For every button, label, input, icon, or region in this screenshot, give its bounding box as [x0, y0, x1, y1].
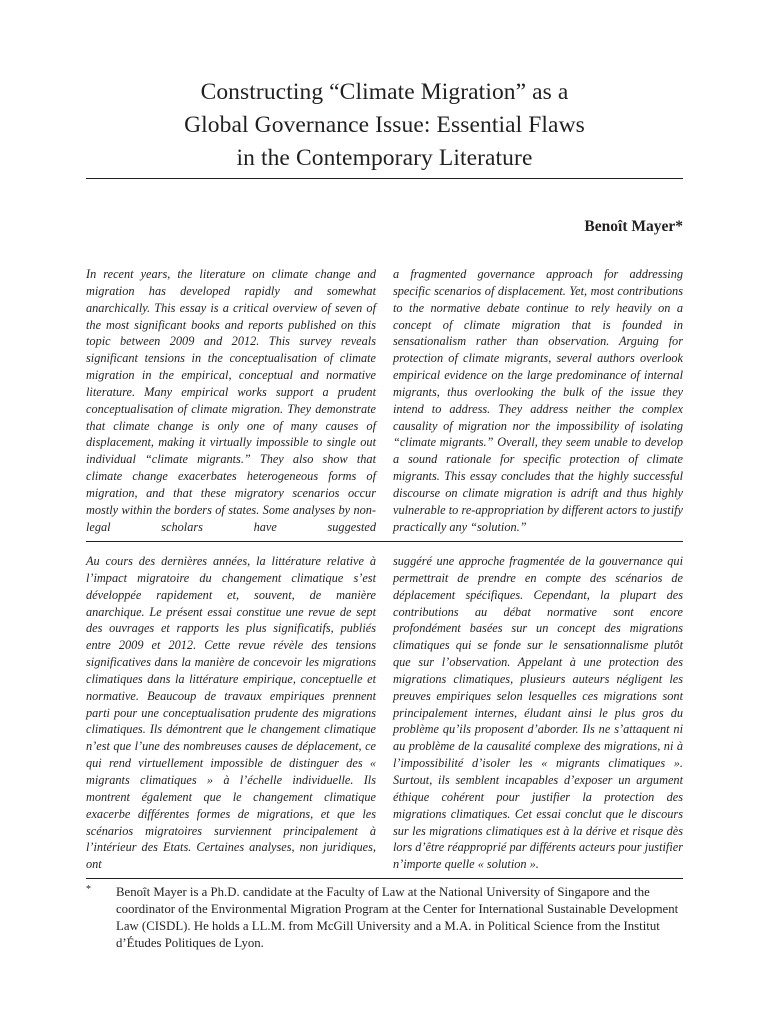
article-title-line-1: Constructing “Climate Migration” as a: [200, 79, 569, 105]
abstract-english-column-1: In recent years, the literature on climate change and migration has developed rapidly and somewhat anarchically. This essay is a critical overview of seven of the most significant books and reports published on this topic between 2009 and 2012. This survey reveals significant tensions in the conceptualisation of climate migration in the empirical, conceptual and normative literature. Many empirical works support a prudent conceptualisation of climate migration. They demonstrate that climate change is only one of many causes of displacement, making it virtually impossible to single out individual “climate migrants.” They also show that climate change exacerbates heterogeneous forms of migration, and that these migratory scenarios occur mostly within the borders of states. Some analyses by non-legal scholars have suggested: [86, 267, 376, 534]
title-divider: [86, 178, 683, 179]
abstract-english-column-2: a fragmented governance approach for addressing specific scenarios of displacement. Yet, most contributions to the normative debate continue to rely heavily on a concept of climate migration that is founded in sensationalism rather than observation. Arguing for protection of climate migrants, several authors overlook empirical evidence on the large predominance of internal migrants, thus overlooking the bulk of the issue they intend to address. They address neither the complex causality of migration nor the impossibility of isolating “climate migrants.” Overall, they seem unable to develop a sound rationale for specific protection of climate migrants. This essay concludes that the highly successful discourse on climate migration is adrift and thus highly vulnerable to re-appropriation by different actors to justify practically any “solution.”: [393, 267, 683, 534]
article-title-line-2: Global Governance Issue: Essential Flaws: [184, 112, 585, 138]
article-title-line-3: in the Contemporary Literature: [236, 145, 533, 171]
abstract-french-column-1: Au cours des dernières années, la littérature relative à l’impact migratoire du changement climatique s’est développée rapidement et, souvent, de manière anarchique. Le présent essai constitue une revue de sept des ouvrages et rapports les plus significatifs, publiés entre 2009 et 2012. Cette revue révèle des tensions significatives dans la manière de concevoir les migrations climatiques dans la littérature empirique, conceptuelle et normative. Beaucoup de travaux empiriques prennent parti pour une conceptualisation prudente des migrations climatiques. Ils démontrent que le changement climatique n’est que l’une des nombreuses causes de déplacement, ce qui rend virtuellement impossible de distinguer des « migrants climatiques » à l’échelle individuelle. Ils montrent également que le changement climatique exacerbe différentes formes de migrations, et que les scénarios migratoires surviennent principalement à l’intérieur des Etats. Certaines analyses, non juridiques, ont: [86, 554, 376, 872]
abstract-french-column-2: suggéré une approche fragmentée de la gouvernance qui permettrait de prendre en compte des scénarios de déplacement spécifiques. Cependant, la plupart des contributions au débat normative sont encore profondément basées sur un concept des migrations climatiques qui se fonde sur le sensationnalisme plutôt que sur l’observation. Appelant à une protection des migrations climatiques, plusieurs auteurs négligent les preuves empiriques selon lesquelles ces migrations sont principalement internes, éludant ainsi le plus gros du problème qu’ils proposent d’aborder. Ils ne s’attaquent ni au problème de la causalité complexe des migrations, ni à l’impossibilité d’isoler les « migrants climatiques ». Surtout, ils semblent incapables d’exposer un argument éthique cohérent pour justifier la protection des migrations climatiques. Cet essai conclut que le discours sur les migrations climatiques est à la dérive et risque dès lors d’être réapproprié par différents acteurs pour justifier n’importe quelle « solution ».: [393, 554, 683, 872]
article-title: [86, 76, 683, 175]
abstract-divider: [86, 541, 683, 542]
footnote-divider: [86, 878, 683, 879]
author-name: Benoît Mayer*: [584, 218, 683, 235]
footnote-marker: *: [86, 884, 91, 895]
author-footnote: Benoît Mayer is a Ph.D. candidate at the Faculty of Law at the National University of Singapore and the coordinator of the Environmental Migration Program at the Center for International Sustainable Development Law (CISDL). He holds a LL.M. from McGill University and a M.A. in Political Science from the Institut d’Études Politiques de Lyon.: [116, 885, 679, 950]
